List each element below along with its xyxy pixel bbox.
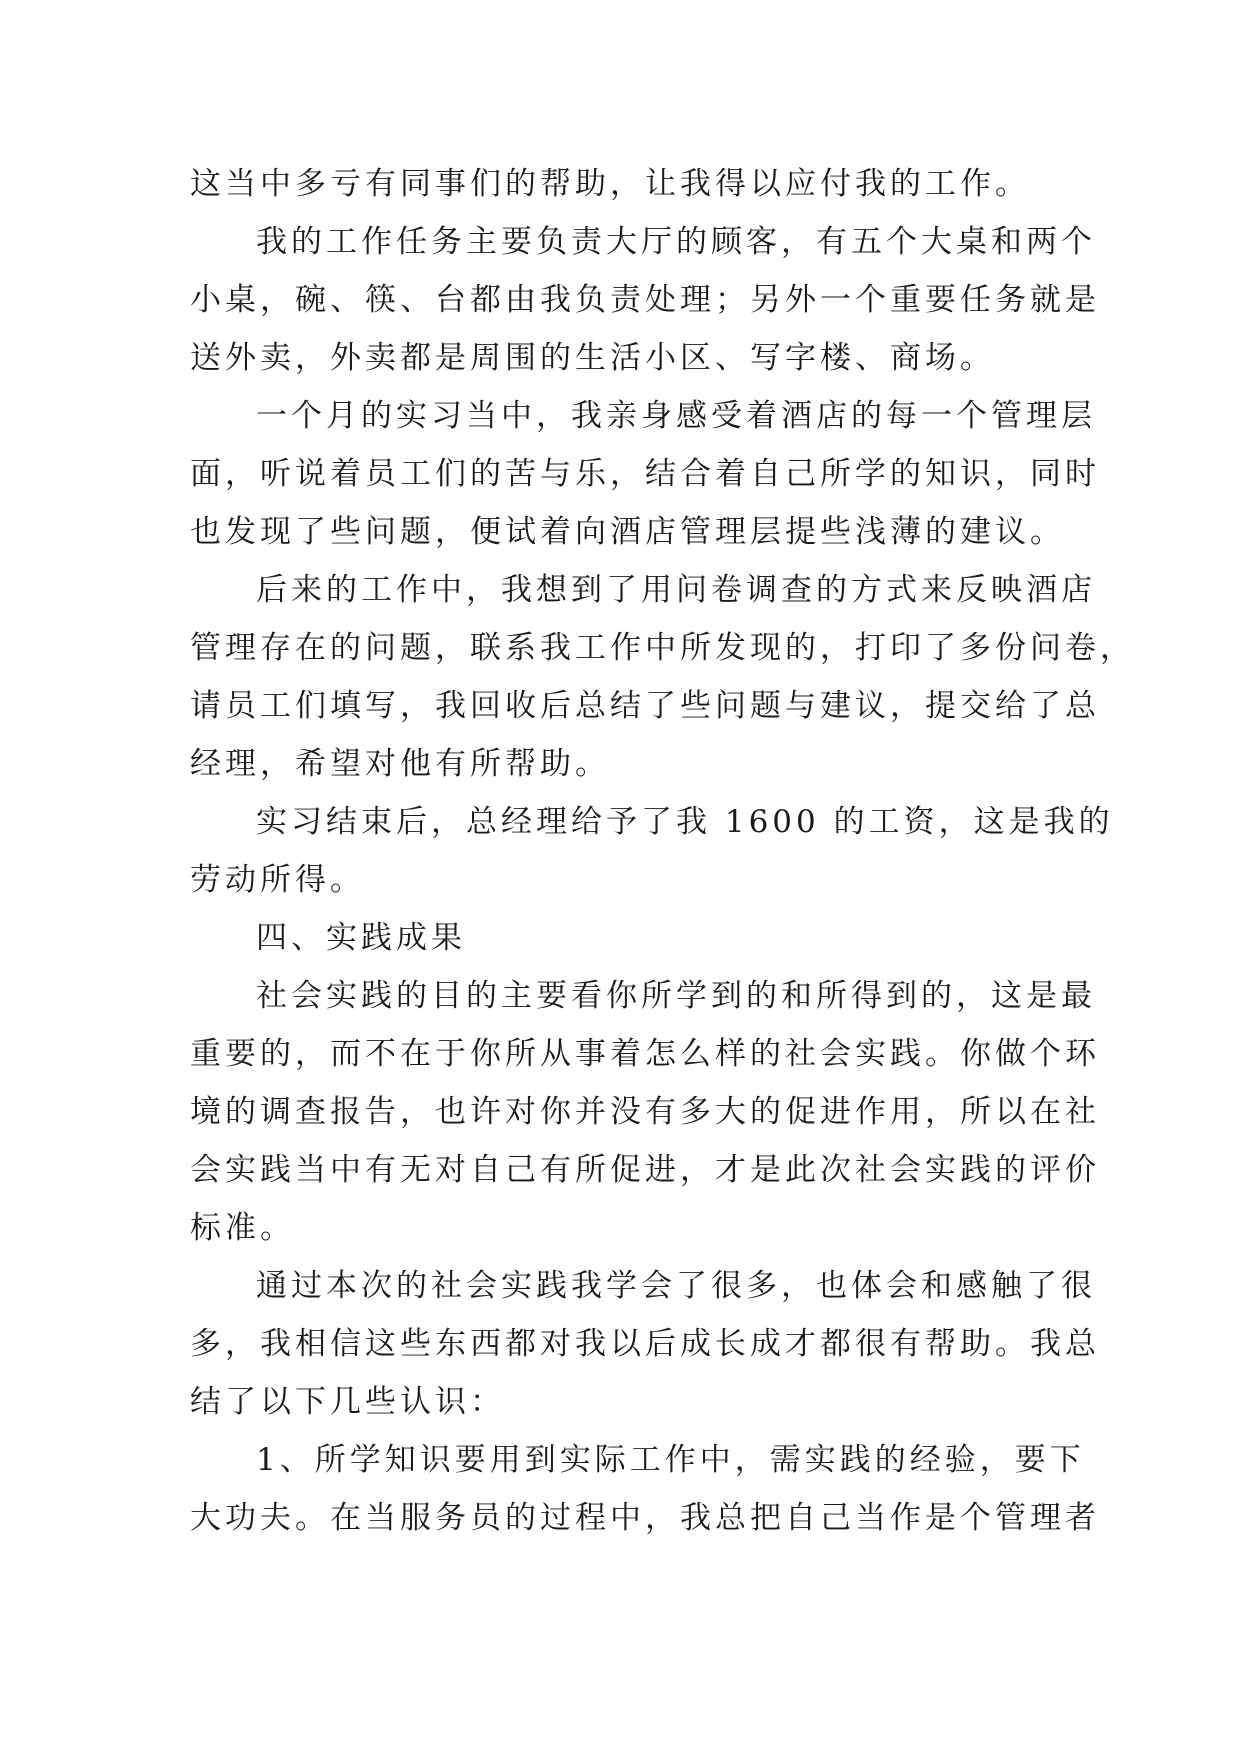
text-line: 标准。 — [190, 1210, 295, 1246]
text-line: 大功夫。在当服务员的过程中，我总把自己当作是个管理者 — [190, 1500, 1100, 1536]
text-line: 这当中多亏有同事们的帮助，让我得以应付我的工作。 — [190, 166, 1030, 202]
text-line: 通过本次的社会实践我学会了很多，也体会和感触了很 — [256, 1268, 1096, 1304]
text-line: 也发现了些问题，便试着向酒店管理层提些浅薄的建议。 — [190, 514, 1065, 550]
text-line: 会实践当中有无对自己有所促进，才是此次社会实践的评价 — [190, 1152, 1100, 1188]
text-line: 劳动所得。 — [190, 862, 365, 898]
text-line: 经理，希望对他有所帮助。 — [190, 746, 610, 782]
text-line: 请员工们填写，我回收后总结了些问题与建议，提交给了总 — [190, 688, 1100, 724]
text-line: 送外卖，外卖都是周围的生活小区、写字楼、商场。 — [190, 340, 995, 376]
text-line: 我的工作任务主要负责大厅的顾客，有五个大桌和两个 — [256, 224, 1096, 260]
section-heading: 四、实践成果 — [256, 920, 466, 956]
text-line: 结了以下几些认识： — [190, 1384, 505, 1420]
text-line: 重要的，而不在于你所从事着怎么样的社会实践。你做个环 — [190, 1036, 1100, 1072]
text-line: 管理存在的问题，联系我工作中所发现的，打印了多份问卷， — [190, 630, 1135, 666]
text-line: 后来的工作中，我想到了用问卷调查的方式来反映酒店 — [256, 572, 1096, 608]
text-line: 小桌，碗、筷、台都由我负责处理；另外一个重要任务就是 — [190, 282, 1100, 318]
text-line: 实习结束后，总经理给予了我 1600 的工资，这是我的 — [256, 804, 1114, 840]
document-body — [190, 155, 1135, 1547]
text-line: 社会实践的目的主要看你所学到的和所得到的，这是最 — [256, 978, 1096, 1014]
text-line: 面，听说着员工们的苦与乐，结合着自己所学的知识，同时 — [190, 456, 1100, 492]
text-line: 一个月的实习当中，我亲身感受着酒店的每一个管理层 — [256, 398, 1096, 434]
text-line: 多，我相信这些东西都对我以后成长成才都很有帮助。我总 — [190, 1326, 1100, 1362]
text-line: 1、所学知识要用到实际工作中，需实践的经验，要下 — [256, 1442, 1085, 1478]
text-line: 境的调查报告，也许对你并没有多大的促进作用，所以在社 — [190, 1094, 1100, 1130]
